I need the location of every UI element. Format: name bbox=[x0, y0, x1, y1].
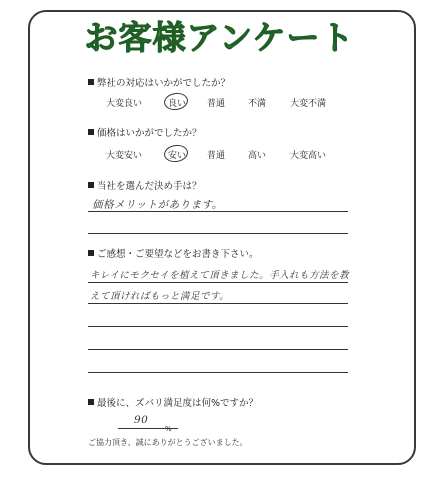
option-price-4[interactable]: 高い bbox=[248, 151, 267, 161]
options-price bbox=[0, 148, 439, 162]
feedback-answer-line1: キレイにモクセイを植えて頂きました。手入れも方法を教 bbox=[90, 270, 350, 281]
answer-line bbox=[88, 282, 348, 283]
satisfaction-answer: 90 bbox=[134, 414, 149, 426]
answer-line bbox=[88, 372, 348, 373]
bullet-square-icon bbox=[88, 399, 94, 405]
question-feedback-label: ご感想・ご要望などをお書き下さい。 bbox=[97, 249, 259, 260]
thank-you-note: ご協力頂き、誠にありがとうございました。 bbox=[88, 438, 248, 447]
question-reason-label: 当社を選んだ決め手は？ bbox=[97, 181, 202, 192]
option-price-1[interactable]: 大変安い bbox=[106, 151, 143, 161]
feedback-answer-line2: えて頂ければもっと満足です。 bbox=[90, 291, 230, 302]
question-service-label: 弊社の対応はいかがでしたか？ bbox=[97, 78, 231, 89]
reason-answer: 価格メリットがあります。 bbox=[92, 199, 223, 211]
answer-line bbox=[88, 233, 348, 234]
option-price-2[interactable]: 安い bbox=[168, 148, 186, 161]
bullet-square-icon bbox=[88, 182, 94, 188]
answer-line bbox=[88, 211, 348, 212]
option-service-2[interactable]: 良い bbox=[168, 96, 186, 109]
question-service bbox=[88, 75, 230, 89]
answer-line bbox=[88, 326, 348, 327]
question-satisfaction-label: 最後に、ズバリ満足度は何%ですか？ bbox=[97, 398, 259, 409]
options-service bbox=[0, 96, 439, 110]
bullet-square-icon bbox=[88, 250, 94, 256]
question-price-label: 価格はいかがでしたか？ bbox=[97, 128, 202, 139]
percent-unit: % bbox=[165, 425, 172, 433]
page-title: お客様アンケート bbox=[84, 18, 355, 57]
question-feedback bbox=[88, 246, 259, 260]
option-service-5[interactable]: 大変不満 bbox=[290, 99, 327, 109]
answer-line bbox=[88, 349, 348, 350]
bullet-square-icon bbox=[88, 79, 94, 85]
option-service-3[interactable]: 普通 bbox=[207, 99, 226, 109]
option-service-1[interactable]: 大変良い bbox=[106, 99, 143, 109]
bullet-square-icon bbox=[88, 129, 94, 135]
option-price-5[interactable]: 大変高い bbox=[290, 151, 327, 161]
option-price-3[interactable]: 普通 bbox=[207, 151, 226, 161]
answer-line bbox=[88, 303, 348, 304]
option-service-4[interactable]: 不満 bbox=[248, 99, 267, 109]
answer-line bbox=[118, 428, 178, 429]
question-reason bbox=[88, 178, 202, 192]
question-satisfaction bbox=[88, 395, 258, 409]
question-price bbox=[88, 125, 202, 139]
